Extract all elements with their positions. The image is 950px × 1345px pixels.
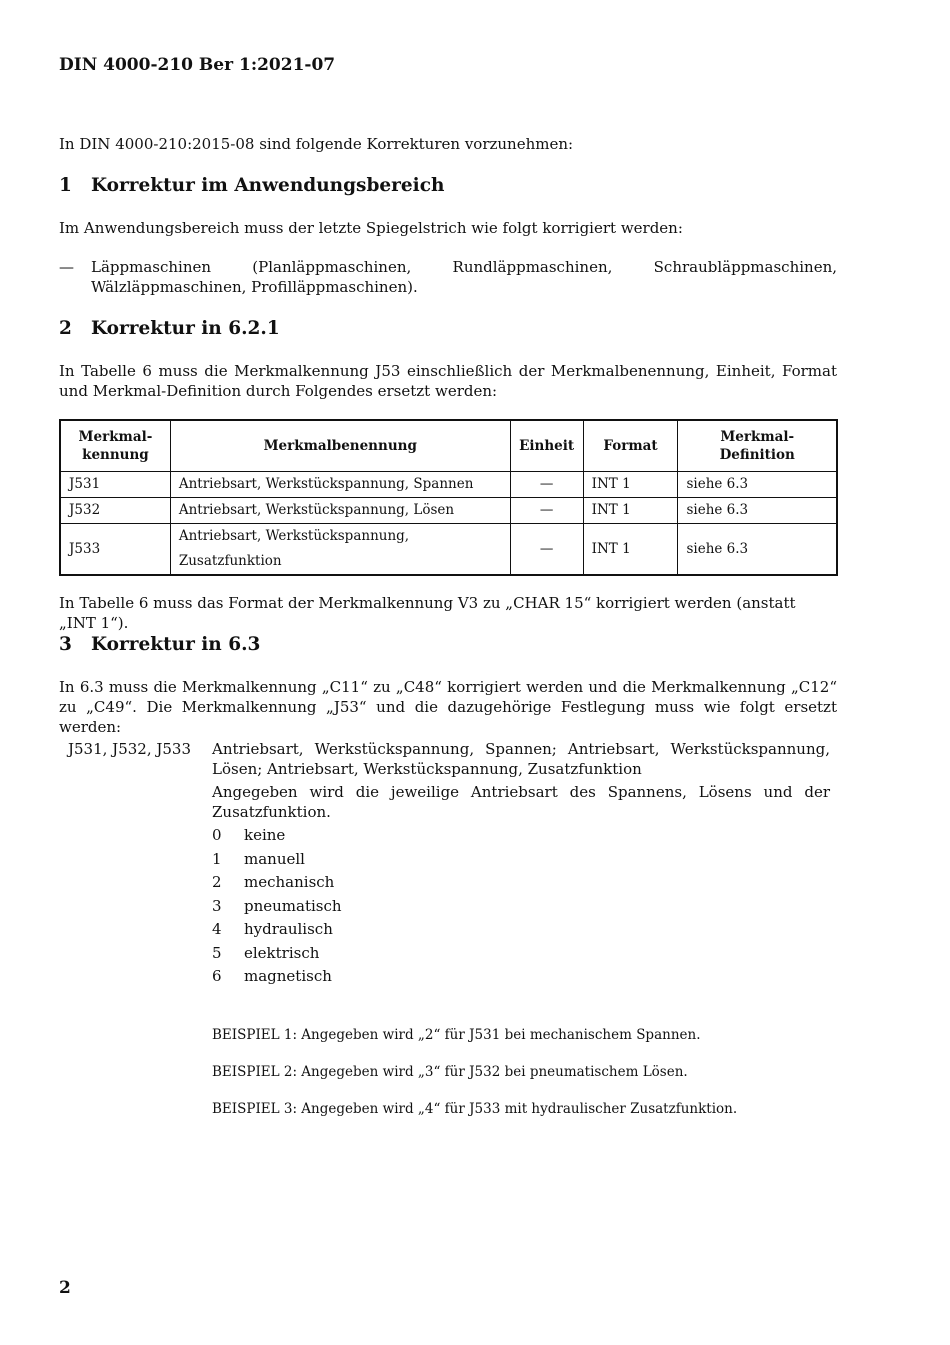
cell-unit: — [510,524,583,576]
cell-name: Antriebsart, Werkstückspannung, Spannen [170,472,510,498]
section-2-after-table-text: In Tabelle 6 muss das Format der Merkmalkennung V3 zu „CHAR 15“ korrigiert werden (anstatt „INT 1“). [59,594,796,632]
definition-term: J531, J532, J533 [68,740,192,758]
definition-body [212,739,830,989]
header-merkmalkennung: Merkmal- kennung [60,420,170,472]
section-3-title: Korrektur in 6.3 [91,634,261,655]
section-1-title: Korrektur im Anwendungsbereich [91,175,445,196]
table-row [60,524,837,576]
section-2-title: Korrektur in 6.2.1 [91,318,280,339]
option-label: manuell [244,849,305,868]
cell-code: J531 [60,472,170,498]
option-key: 4 [212,920,222,938]
option-key: 6 [212,967,222,985]
intro-text: In DIN 4000-210:2015-08 sind folgende Korrekturen vorzunehmen: [59,135,574,153]
list-item [212,824,830,848]
cell-code: J533 [60,524,170,576]
list-item [212,942,830,966]
cell-code: J532 [60,498,170,524]
option-label: elektrisch [244,943,320,962]
dash-list-item [59,257,837,297]
list-item [212,848,830,872]
cell-definition: siehe 6.3 [678,524,837,576]
header-einheit: Einheit [510,420,583,472]
section-3-number: 3 [59,634,72,655]
example-2: BEISPIEL 2: Angegeben wird „3“ für J532 bei pneumatischem Lösen. [212,1064,688,1080]
example-3: BEISPIEL 3: Angegeben wird „4“ für J533 mit hydraulischer Zusatzfunktion. [212,1101,738,1117]
section-3-text: In 6.3 muss die Merkmalkennung „C11“ zu „C48“ korrigiert werden und die Merkmalkennung „C12“ zu „C49“. Die Merkmalkennung „J53“ und die dazugehörige Festlegung muss wie folgt ersetzt werden: [59,678,837,736]
header-format: Format [583,420,678,472]
option-label: magnetisch [244,967,332,985]
document-id: DIN 4000-210 Ber 1:2021-07 [59,55,336,75]
cell-format: INT 1 [583,524,678,576]
header-merkmal-definition: Merkmal-Definition [678,420,837,472]
section-1-number: 1 [59,175,72,196]
list-item [212,871,830,895]
cell-format: INT 1 [583,498,678,524]
dash-item-line-2: Wälzläppmaschinen, Profilläppmaschinen). [91,278,418,296]
definition-names: Antriebsart, Werkstückspannung, Spannen; Antriebsart, Werkstückspannung, Lösen; Antriebsart, Werkstückspannung, Zusatzfunktion [212,740,830,778]
cell-definition: siehe 6.3 [678,472,837,498]
table-header-row [60,420,837,472]
list-item [212,895,830,919]
option-key: 1 [212,849,222,868]
option-key: 5 [212,943,222,962]
section-2-number: 2 [59,318,72,339]
page-number: 2 [59,1278,71,1298]
cell-unit: — [510,472,583,498]
dash-item-line-1: Läppmaschinen (Planläppmaschinen, Rundläppmaschinen, Schraubläppmaschinen, [91,258,837,276]
table-row [60,498,837,524]
header-merkmalbenennung: Merkmalbenennung [170,420,510,472]
option-key: 2 [212,873,222,891]
section-1-text: Im Anwendungsbereich muss der letzte Spiegelstrich wie folgt korrigiert werden: [59,219,683,237]
cell-name: Antriebsart, Werkstückspannung, Lösen [170,498,510,524]
dash-bullet: — [59,258,74,276]
option-list [212,824,830,989]
cell-format: INT 1 [583,472,678,498]
table-row [60,472,837,498]
definition-description: Angegeben wird die jeweilige Antriebsart des Spannens, Lösens und der Zusatzfunktion. [212,783,830,821]
option-label: pneumatisch [244,896,342,915]
cell-name: Antriebsart, Werkstückspannung, Zusatzfunktion [170,524,510,576]
option-label: keine [244,826,286,844]
example-1: BEISPIEL 1: Angegeben wird „2“ für J531 bei mechanischem Spannen. [212,1027,701,1043]
characteristics-table [59,419,838,576]
section-2-heading [59,318,280,339]
section-2-text: In Tabelle 6 muss die Merkmalkennung J53 einschließlich der Merkmalbenennung, Einheit, Format und Merkmal-Definition durch Folgendes ersetzt werden: [59,362,837,400]
list-item [212,918,830,942]
option-label: hydraulisch [244,920,333,938]
option-label: mechanisch [244,873,335,891]
list-item [212,965,830,989]
section-3-heading [59,634,260,655]
option-key: 0 [212,826,222,844]
cell-definition: siehe 6.3 [678,498,837,524]
section-1-heading [59,175,444,196]
cell-unit: — [510,498,583,524]
option-key: 3 [212,896,222,915]
